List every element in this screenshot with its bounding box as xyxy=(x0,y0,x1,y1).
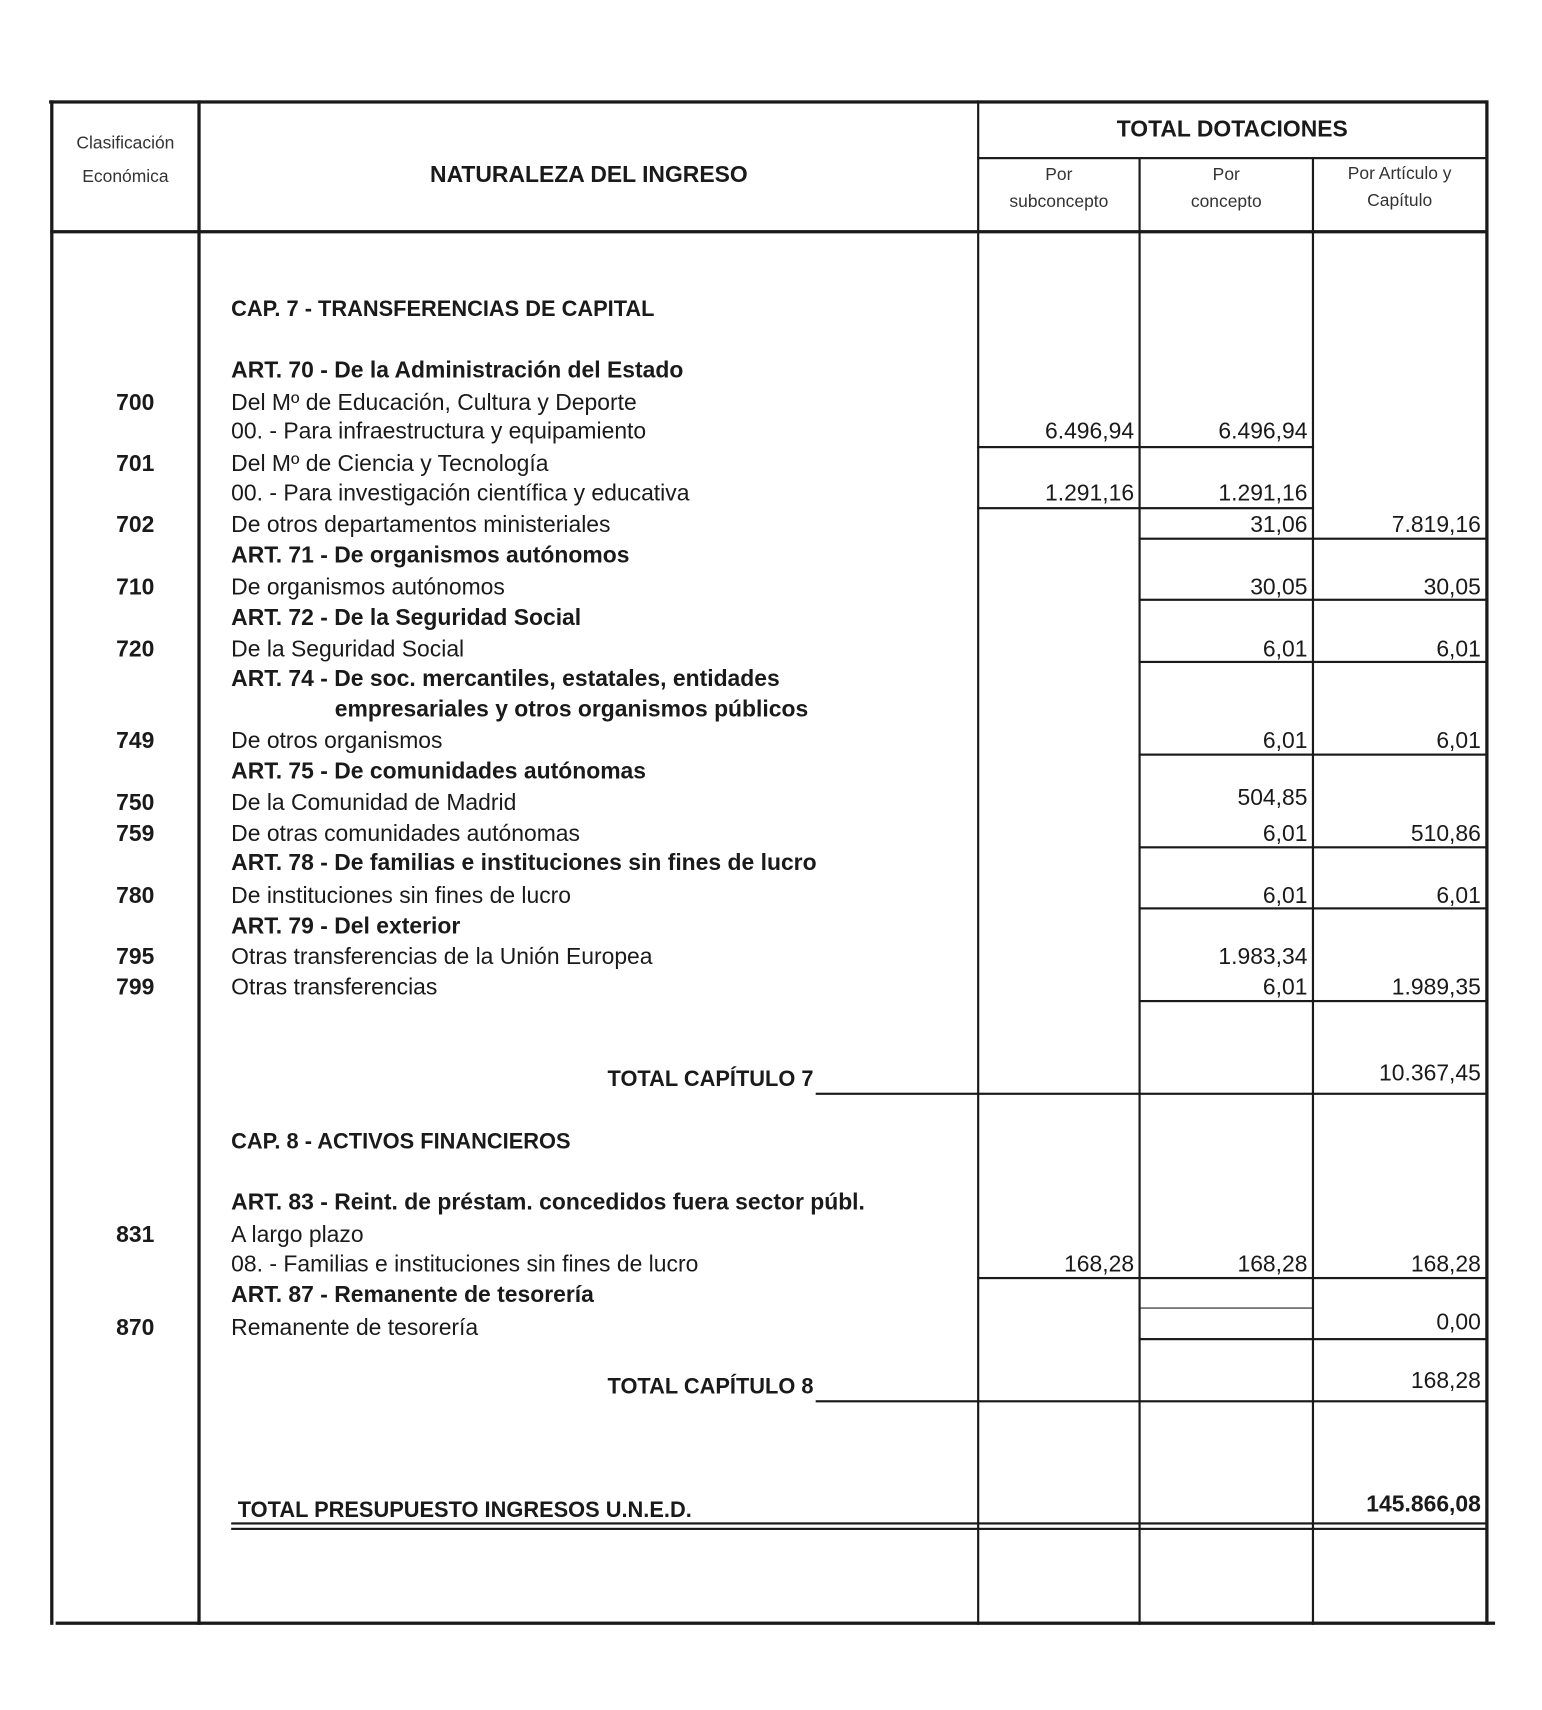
concept-description: A largo plazo xyxy=(231,1222,364,1248)
heading-label: CAP. 7 - TRANSFERENCIAS DE CAPITAL xyxy=(231,297,655,322)
amount-sub: 6.496,94 xyxy=(1044,418,1135,444)
amount-con: 1.983,34 xyxy=(1218,944,1308,970)
classification-code: 780 xyxy=(116,883,155,909)
amount-art: 168,28 xyxy=(1410,1368,1481,1394)
total-cap8-underline xyxy=(816,1400,1488,1402)
article-label: ART. 75 - De comunidades autónomas xyxy=(231,758,647,785)
amount-sub: 1.291,16 xyxy=(1044,480,1135,506)
concept-description: De otros departamentos ministeriales xyxy=(231,512,611,538)
article-label: ART. 71 - De organismos autónomos xyxy=(231,543,630,569)
classification-code: 710 xyxy=(116,574,155,600)
heading-label: CAP. 8 - ACTIVOS FINANCIEROS xyxy=(231,1129,571,1154)
amount-art: 6,01 xyxy=(1436,883,1481,909)
concept-description: De otros organismos xyxy=(231,728,443,754)
classification-code: 795 xyxy=(116,944,155,970)
header-por-subconcepto xyxy=(979,161,1138,216)
article-label: ART. 87 - Remanente de tesorería xyxy=(231,1282,594,1308)
amount-art: 7.819,16 xyxy=(1391,512,1481,538)
amount-art: 0,00 xyxy=(1436,1309,1481,1335)
classification-code: 720 xyxy=(116,636,155,662)
table-border-top xyxy=(49,100,1486,103)
classification-code: 750 xyxy=(116,790,155,816)
concept-description: Del Mº de Ciencia y Tecnología xyxy=(231,451,549,477)
header-clasificacion-line2: Económica xyxy=(82,167,169,187)
concept-description: Otras transferencias de la Unión Europea xyxy=(231,944,653,970)
article-label: ART. 83 - Reint. de préstam. concedidos fuera sector públ. xyxy=(231,1189,865,1215)
classification-code: 831 xyxy=(116,1222,155,1248)
grand-total-double-line xyxy=(231,1528,1487,1530)
concept-description: De la Seguridad Social xyxy=(231,636,465,662)
classification-code: 759 xyxy=(116,821,155,847)
column-divider xyxy=(197,100,200,1625)
amount-con: 168,28 xyxy=(1237,1251,1308,1277)
header-bottom-border xyxy=(50,230,1487,233)
classification-code: 702 xyxy=(116,512,155,538)
amount-art: 30,05 xyxy=(1423,574,1481,600)
article-label: ART. 72 - De la Seguridad Social xyxy=(231,605,582,631)
header-line: Por xyxy=(1212,165,1240,185)
amount-con: 6,01 xyxy=(1262,728,1308,754)
concept-description: De organismos autónomos xyxy=(231,574,505,600)
concept-description: Remanente de tesorería xyxy=(231,1315,479,1341)
header-por-articulo-capitulo xyxy=(1314,160,1485,215)
amount-con: 6,01 xyxy=(1262,636,1308,662)
amount-art: 1.989,35 xyxy=(1391,974,1481,1000)
classification-code: 799 xyxy=(116,974,155,1000)
classification-code: 701 xyxy=(116,451,155,477)
header-line: Capítulo xyxy=(1367,191,1433,211)
table-border-bottom xyxy=(56,1622,1495,1625)
amount-art: 6,01 xyxy=(1436,728,1481,754)
header-divider xyxy=(977,157,1487,159)
amount-con: 6,01 xyxy=(1262,821,1308,847)
concept-description: 00. - Para investigación científica y educativa xyxy=(231,480,690,506)
header-line: Por Artículo y xyxy=(1347,164,1452,184)
amount-con: 6,01 xyxy=(1262,974,1308,1000)
amount-con: 504,85 xyxy=(1237,785,1308,811)
amount-con: 6.496,94 xyxy=(1218,418,1308,444)
grand-total-label: TOTAL PRESUPUESTO INGRESOS U.N.E.D. xyxy=(237,1498,692,1523)
header-naturaleza: NATURALEZA DEL INGRESO xyxy=(430,162,748,188)
total-label: TOTAL CAPÍTULO 8 xyxy=(607,1375,814,1400)
concept-description: Otras transferencias xyxy=(231,974,438,1000)
amount-con: 1.291,16 xyxy=(1218,480,1308,506)
amount-art: 10.367,45 xyxy=(1379,1061,1481,1087)
amount-con: 6,01 xyxy=(1262,883,1308,909)
concept-description: Del Mº de Educación, Cultura y Deporte xyxy=(231,390,637,416)
header-total-dotaciones: TOTAL DOTACIONES xyxy=(1116,116,1348,142)
column-divider xyxy=(977,100,979,1625)
classification-code: 870 xyxy=(116,1315,155,1341)
header-clasificacion-line1: Clasificación xyxy=(76,134,175,153)
classification-code: 749 xyxy=(116,728,155,754)
table-border-right xyxy=(1485,100,1488,1625)
cell-underline xyxy=(1138,1338,1487,1340)
header-line: subconcepto xyxy=(1009,193,1109,212)
article-label: ART. 78 - De familias e instituciones sin fines de lucro xyxy=(231,850,817,876)
header-line: Por xyxy=(1045,165,1073,185)
classification-code: 700 xyxy=(116,390,155,416)
article-label: ART. 79 - Del exterior xyxy=(231,913,461,939)
article-cont-label: empresariales y otros organismos públicos xyxy=(334,696,809,722)
concept-description: De instituciones sin fines de lucro xyxy=(231,883,572,909)
amount-sub: 168,28 xyxy=(1064,1251,1135,1277)
amount-con: 31,06 xyxy=(1250,512,1308,538)
article-label: ART. 70 - De la Administración del Estado xyxy=(231,357,684,383)
total-cap7-underline xyxy=(816,1093,1488,1095)
amount-art: 510,86 xyxy=(1410,821,1481,847)
amount-art: 145.866,08 xyxy=(1366,1491,1481,1517)
cell-underline xyxy=(977,446,1314,448)
table-border-left xyxy=(50,100,53,1625)
amount-con: 30,05 xyxy=(1250,574,1308,600)
cell-underline xyxy=(1138,1308,1312,1309)
header-clasificacion xyxy=(53,130,197,191)
amount-art: 168,28 xyxy=(1410,1251,1481,1277)
concept-description: De otras comunidades autónomas xyxy=(231,821,580,847)
concept-description: 00. - Para infraestructura y equipamiento xyxy=(231,418,647,444)
article-label: ART. 74 - De soc. mercantiles, estatales, entidades xyxy=(231,666,780,692)
header-line: concepto xyxy=(1190,193,1262,212)
amount-art: 6,01 xyxy=(1436,636,1481,662)
concept-description: 08. - Familias e instituciones sin fines de lucro xyxy=(231,1251,699,1277)
cell-underline xyxy=(977,507,1314,509)
concept-description: De la Comunidad de Madrid xyxy=(231,790,517,816)
total-label: TOTAL CAPÍTULO 7 xyxy=(607,1067,814,1092)
header-por-concepto xyxy=(1141,161,1312,216)
